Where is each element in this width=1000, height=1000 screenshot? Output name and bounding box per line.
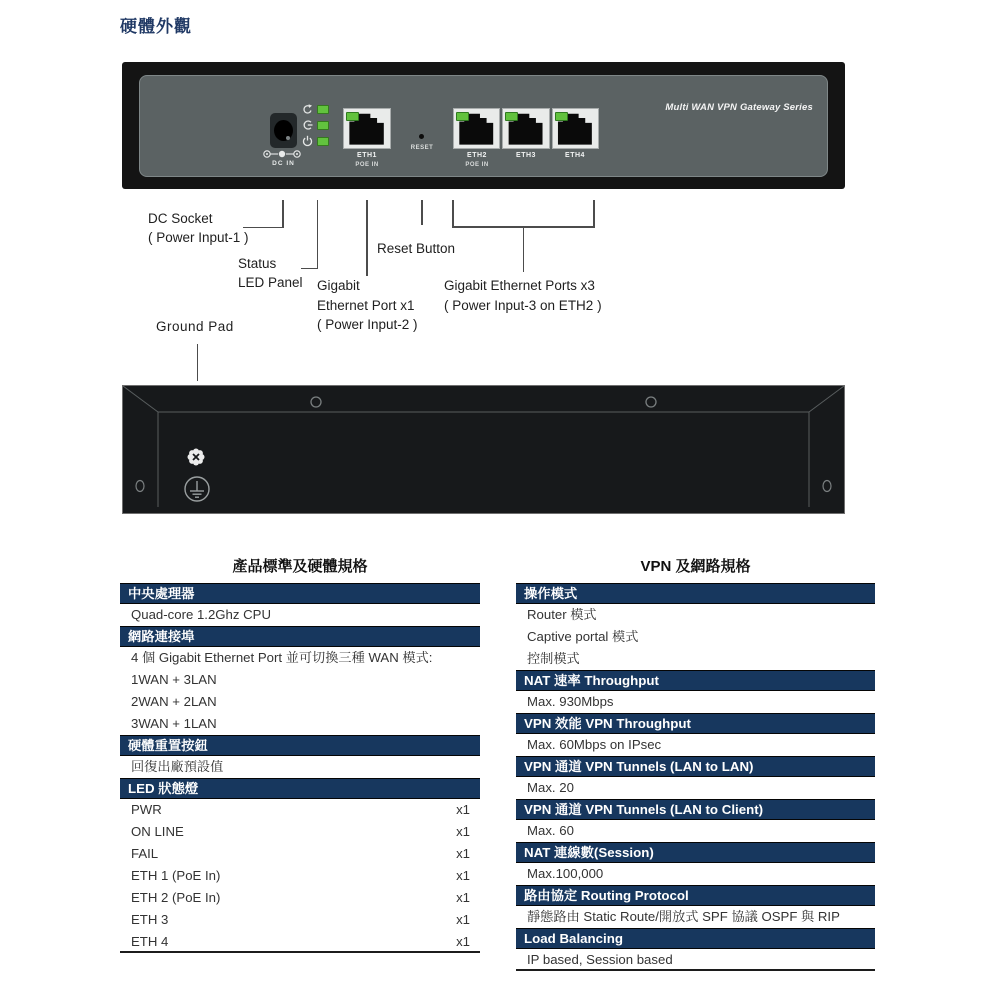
eth2-port bbox=[453, 108, 500, 149]
callout-bracket-stem bbox=[523, 226, 525, 272]
eth3-label: ETH3 bbox=[516, 152, 536, 159]
table-row: Max. 60 bbox=[527, 823, 574, 838]
table-row: Max. 20 bbox=[527, 780, 574, 795]
eth4-port bbox=[552, 108, 599, 149]
table-row: 3WAN + 1LAN bbox=[131, 716, 217, 731]
section-header: VPN 效能 VPN Throughput bbox=[516, 713, 875, 734]
callout-gigabit-ports-x3: Gigabit Ethernet Ports x3 ( Power Input-3 on ETH2 ) bbox=[444, 278, 602, 313]
callout-line-eth1 bbox=[366, 200, 368, 276]
eth3-port-led bbox=[505, 112, 518, 121]
section-header: Load Balancing bbox=[516, 928, 875, 949]
section-header: VPN 通道 VPN Tunnels (LAN to LAN) bbox=[516, 756, 875, 777]
table-row: ON LINE x1 bbox=[131, 824, 470, 839]
online-led-icon bbox=[302, 119, 313, 131]
table-row: FAIL x1 bbox=[131, 846, 470, 861]
section-header: 網路連接埠 bbox=[120, 626, 480, 647]
section-header: LED 狀態燈 bbox=[120, 778, 480, 799]
table-row: ETH 4 x1 bbox=[120, 931, 480, 953]
table-row: 控制模式 bbox=[527, 651, 580, 666]
failover-led-icon bbox=[302, 103, 313, 115]
dc-socket bbox=[270, 113, 297, 148]
eth1-port-led bbox=[346, 112, 359, 121]
hardware-spec-table-title: 產品標準及硬體規格 bbox=[232, 558, 368, 575]
reset-button bbox=[419, 134, 424, 139]
eth1-port bbox=[343, 108, 391, 149]
section-header: 路由協定 Routing Protocol bbox=[516, 885, 875, 906]
section-header: 中央處理器 bbox=[120, 583, 480, 604]
page-title: 硬體外觀 bbox=[120, 17, 192, 36]
section-header: NAT 連線數(Session) bbox=[516, 842, 875, 863]
led-row-power bbox=[302, 133, 342, 149]
led-row-failover bbox=[302, 101, 342, 117]
eth4-port-led bbox=[555, 112, 568, 121]
power-led-icon bbox=[302, 135, 313, 147]
table-row: ETH 3 x1 bbox=[131, 912, 470, 927]
series-name-label: Multi WAN VPN Gateway Series bbox=[665, 102, 813, 113]
table-row: Quad-core 1.2Ghz CPU bbox=[131, 607, 271, 622]
dc-in-label: DC IN bbox=[272, 160, 295, 167]
section-header: NAT 速率 Throughput bbox=[516, 670, 875, 691]
table-row: PWR x1 bbox=[131, 802, 470, 817]
eth2-port-led bbox=[456, 112, 469, 121]
device-bottom-panel-image bbox=[122, 385, 845, 514]
table-row: 4 個 Gigabit Ethernet Port 並可切換三種 WAN 模式: bbox=[131, 650, 433, 665]
status-led-panel bbox=[302, 101, 342, 149]
eth1-poe-label: POE IN bbox=[355, 162, 379, 168]
table-row: 2WAN + 2LAN bbox=[131, 694, 217, 709]
callout-dc-socket: DC Socket ( Power Input-1 ) bbox=[148, 211, 249, 245]
eth4-label: ETH4 bbox=[565, 152, 585, 159]
section-header: 硬體重置按鈕 bbox=[120, 735, 480, 756]
callout-line-status-elbow bbox=[301, 268, 317, 270]
section-header: 操作模式 bbox=[516, 583, 875, 604]
table-row: Max. 60Mbps on IPsec bbox=[527, 737, 662, 752]
table-row: 回復出廠預設值 bbox=[131, 759, 224, 774]
table-row: Max.100,000 bbox=[527, 866, 604, 881]
vpn-network-spec-table bbox=[516, 556, 875, 971]
callout-line-dc-elbow bbox=[243, 227, 283, 229]
table-row: ETH 2 (PoE In) x1 bbox=[131, 890, 470, 905]
table-row: 靜態路由 Static Route/開放式 SPF 協議 OSPF 與 RIP bbox=[527, 909, 840, 924]
online-led bbox=[317, 121, 329, 130]
table-row: ETH 1 (PoE In) x1 bbox=[131, 868, 470, 883]
table-row: 1WAN + 3LAN bbox=[131, 672, 217, 687]
callout-reset-button: Reset Button bbox=[377, 241, 456, 256]
callout-ground-pad: Ground Pad bbox=[156, 319, 234, 334]
eth1-label: ETH1 bbox=[357, 152, 377, 159]
callout-gigabit-port-x1: Gigabit Ethernet Port x1 ( Power Input-2 ) bbox=[317, 278, 418, 332]
callout-status-led: Status LED Panel bbox=[238, 256, 303, 290]
callout-bracket-left bbox=[452, 200, 454, 227]
vpn-network-spec-table-title: VPN 及網路規格 bbox=[640, 558, 751, 575]
callout-line-dc bbox=[282, 200, 284, 228]
callout-line-ground bbox=[197, 344, 199, 381]
table-row: Captive portal 模式 bbox=[527, 629, 639, 644]
eth3-port bbox=[502, 108, 549, 149]
callout-line-status-led bbox=[317, 200, 319, 269]
dc-socket-hole bbox=[274, 120, 293, 141]
failover-led bbox=[317, 105, 329, 114]
callout-line-reset bbox=[421, 200, 423, 225]
ground-pad-screw-icon bbox=[188, 449, 205, 466]
callout-bracket-right bbox=[593, 200, 595, 227]
eth2-4-port-block bbox=[453, 108, 599, 149]
bottom-panel-drawing bbox=[122, 385, 845, 514]
table-row: Router 模式 bbox=[527, 607, 597, 622]
dc-polarity-icon bbox=[262, 149, 304, 159]
reset-label: RESET bbox=[410, 145, 434, 151]
section-header: VPN 通道 VPN Tunnels (LAN to Client) bbox=[516, 799, 875, 820]
table-row: Max. 930Mbps bbox=[527, 694, 614, 709]
device-faceplate bbox=[139, 75, 828, 177]
table-row: IP based, Session based bbox=[516, 949, 875, 971]
eth2-poe-label: POE IN bbox=[465, 162, 489, 168]
device-front-panel-image bbox=[122, 62, 845, 189]
eth2-label: ETH2 bbox=[467, 152, 487, 159]
led-row-online bbox=[302, 117, 342, 133]
power-led bbox=[317, 137, 329, 146]
hardware-spec-table bbox=[120, 556, 480, 953]
